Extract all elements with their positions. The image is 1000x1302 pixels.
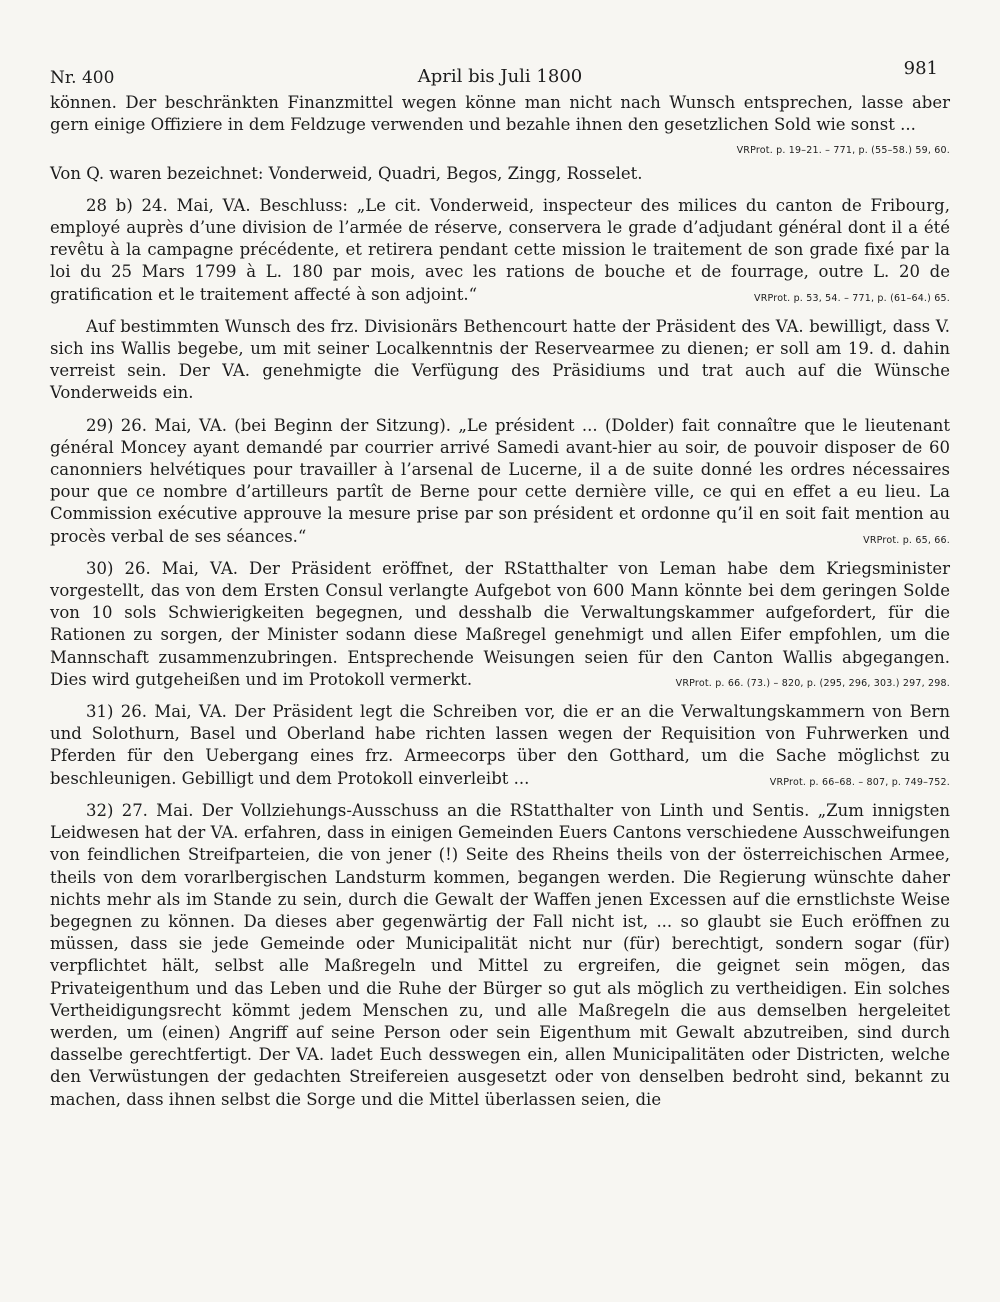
- paragraph: 29) 26. Mai, VA. (bei Beginn der Sitzung). „Le président ... (Dolder) fait connaître que le lieutenant général Moncey ayant demandé par courrier arrivé Samedi avant-hier au soir, de pouvoir disposer de 60 canonniers helvétiques pour travailler à l’arsenal de Lucerne, il a de suite donné les ordres nécessaires pour que ce nombre d’artilleurs partît de Berne pour cette dernière ville, ce qui en effet a eu lieu. La Commission exécutive approuve la mesure prise par son président et ordonne qu’il en soit fait mention au procès verbal de ses séances.“ VRProt. p. 65, 66.: [50, 415, 950, 548]
- paragraph: Von Q. waren bezeichnet: Vonderweid, Quadri, Begos, Zingg, Rosselet.: [50, 163, 643, 183]
- page-number: 981: [903, 58, 938, 79]
- paragraph: 28 b) 24. Mai, VA. Beschluss: „Le cit. Vonderweid, inspecteur des milices du canton de Fribourg, employé auprès d’une division de l’armée de réserve, conservera le grade d’adjudant général dont il a été revêtu à la campagne précédente, et retirera pendant cette mission le traitement de son grade fixé par la loi du 25 Mars 1799 à L. 180 par mois, avec les rations de bouche et de fourrage, outre L. 20 de gratification et le traitement affecté à son adjoint.“ VRProt. p. 53, 54. – 771, p. (61–64.) 65.: [50, 195, 950, 306]
- page-body: [50, 92, 950, 1111]
- source-reference: VRProt. p. 19–21. – 771, p. (55–58.) 59, 60.: [736, 145, 950, 157]
- source-reference: VRProt. p. 53, 54. – 771, p. (61–64.) 65.: [754, 292, 950, 304]
- document-number: Nr. 400: [50, 68, 115, 88]
- source-reference: VRProt. p. 66–68. – 807, p. 749–752.: [769, 776, 950, 788]
- source-reference: VRProt. p. 65, 66.: [863, 534, 950, 546]
- source-reference: VRProt. p. 66. (73.) – 820, p. (295, 296, 303.) 297, 298.: [675, 677, 950, 689]
- paragraph: können. Der beschränkten Finanzmittel wegen könne man nicht nach Wunsch entsprechen, lasse aber gern einige Offiziere in dem Feldzuge verwenden und bezahle ihnen den gesetzlichen Sold wie sonst ... VRProt. p. 19–21. – 771, p. (55–58.) 59, 60.: [50, 92, 950, 136]
- page-header: [50, 58, 950, 92]
- paragraph: 31) 26. Mai, VA. Der Präsident legt die Schreiben vor, die er an die Verwaltungskammern von Bern und Solothurn, Basel und Oberland habe richten lassen wegen der Requisition von Fuhrwerken und Pferden für den Uebergang eines frz. Armeecorps über den Gotthard, um die Sache möglichst zu beschleunigen. Gebilligt und dem Protokoll einverleibt ... VRProt. p. 66–68. – 807, p. 749–752.: [50, 701, 950, 790]
- paragraph: 30) 26. Mai, VA. Der Präsident eröffnet, der RStatthalter von Leman habe dem Kriegsminister vorgestellt, das von dem Ersten Consul verlangte Aufgebot von 600 Mann könnte bei dem geringen Solde von 10 sols Schwierigkeiten begegnen, und desshalb die Verwaltungskammer aufgefordert, für die Rationen zu sorgen, der Minister sodann diese Maßregel genehmigt und allen Eifer empfohlen, um die Mannschaft zusammenzubringen. Entsprechende Weisungen seien für den Canton Wallis abgegangen. Dies wird gutgeheißen und im Protokoll vermerkt. VRProt. p. 66. (73.) – 820, p. (295, 296, 303.) 297, 298.: [50, 558, 950, 691]
- paragraph: Auf bestimmten Wunsch des frz. Divisionärs Bethencourt hatte der Präsident des VA. bewilligt, dass V. sich ins Wallis begebe, um mit seiner Localkenntnis der Reservearmee zu dienen; er soll am 19. d. dahin verreist sein. Der VA. genehmigte die Verfügung des Präsidiums und trat auch auf die Wünsche Vonderweids ein.: [50, 316, 950, 403]
- paragraph: 32) 27. Mai. Der Vollziehungs-Ausschuss an die RStatthalter von Linth und Sentis. „Zum innigsten Leidwesen hat der VA. erfahren, dass in einigen Gemeinden Euers Cantons verschiedene Ausschweifungen von feindlichen Streifparteien, die von jener (!) Seite des Rheins theils von der österreichischen Armee, theils von dem vorarlbergischen Landsturm kommen, begangen werden. Die Regierung wünschte daher nichts mehr als im Stande zu sein, durch die Gewalt der Waffen jenen Excessen auf die ernstlichste Weise begegnen zu können. Da dieses aber gegenwärtig der Fall nicht ist, ... so glaubt sie Euch eröffnen zu müssen, dass sie jede Gemeinde oder Municipalität nicht nur (für) berechtigt, sondern sogar (für) verpflichtet hält, selbst alle Maßregeln und Mittel zu ergreifen, die geignet sein mögen, das Privateigenthum und das Leben und die Ruhe der Bürger so gut als möglich zu vertheidigen. Ein solches Vertheidigungsrecht kömmt jedem Menschen zu, und alle Maßregeln die aus demselben hergeleitet werden, um (einen) Angriff auf seine Person oder sein Eigenthum mit Gewalt abzutreiben, sind durch dasselbe gerechtfertigt. Der VA. ladet Euch desswegen ein, allen Municipalitäten oder Districten, welche den Verwüstungen der gedachten Streifereien ausgesetzt oder von denselben bedroht sind, bekannt zu machen, dass ihnen selbst die Sorge und die Mittel überlassen seien, die: [50, 800, 950, 1109]
- running-title: April bis Juli 1800: [417, 66, 583, 87]
